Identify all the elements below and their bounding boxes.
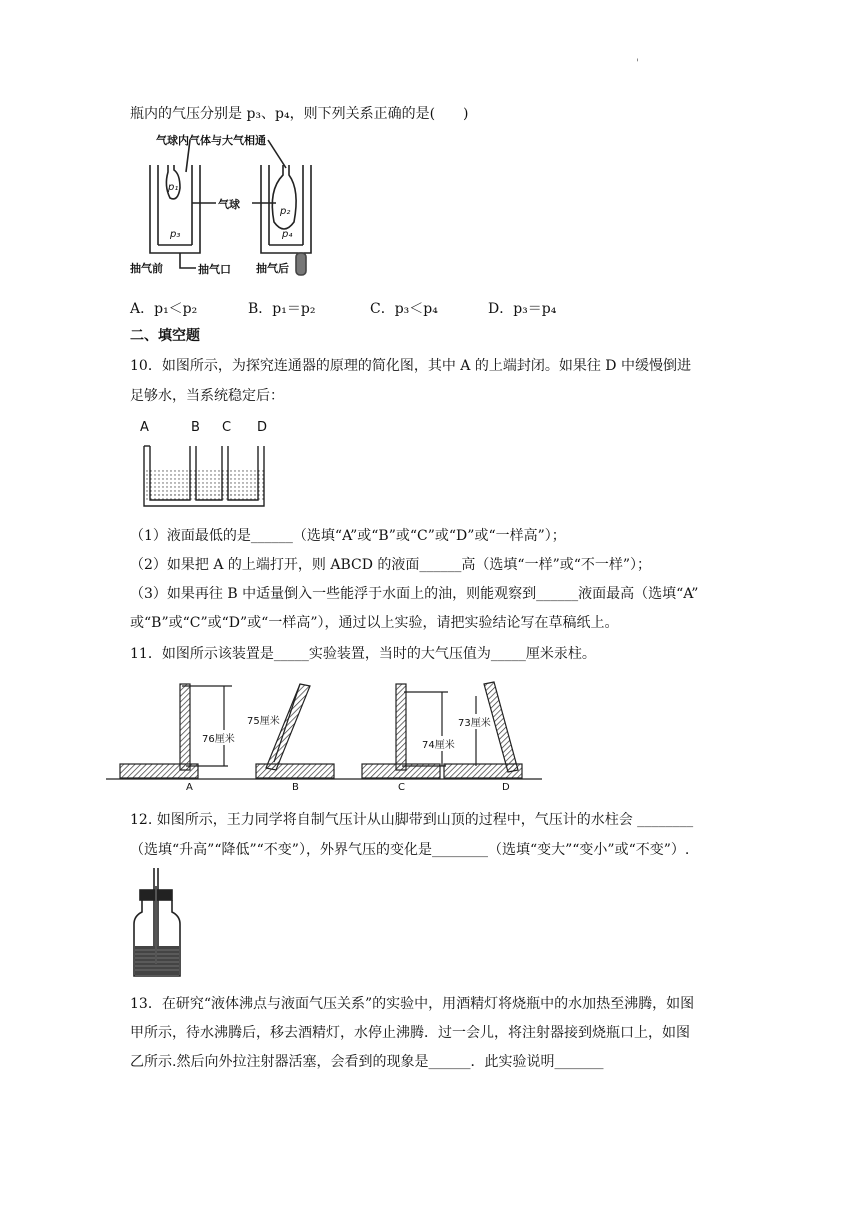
page-mark: ' xyxy=(636,58,639,69)
caption-d: D xyxy=(502,782,510,793)
label-p2: p₂ xyxy=(280,206,291,217)
question-9-figure xyxy=(128,130,328,280)
vessel-label-d: D xyxy=(257,420,268,435)
label-balloon: 气球 xyxy=(218,198,240,211)
label-p4: p₄ xyxy=(282,229,293,240)
option-d: D．p₃＝p₄ xyxy=(488,301,557,317)
question-12-stem-2: （选填“升高”“降低”“不变”），外界气压的变化是________（选填“变大”“变小”或“不变”）. xyxy=(130,842,690,858)
section-title: 二、填空题 xyxy=(130,328,200,344)
question-11-figure xyxy=(104,676,544,796)
label-outlet: 抽气口 xyxy=(198,263,231,276)
vessel-label-a: A xyxy=(140,420,149,435)
question-10-sub-3-line-2: 或“B”或“C”或“D”或“一样高”），通过以上实验，请把实验结论写在草稿纸上。 xyxy=(130,615,619,631)
label-p1: p₁ xyxy=(168,182,179,193)
caption-c: C xyxy=(398,782,405,793)
question-13-stem-2: 甲所示，待水沸腾后，移去酒精灯，水停止沸腾．过一会儿，将注射器接到烧瓶口上，如图 xyxy=(130,1025,690,1041)
vessel-label-b: B xyxy=(191,420,200,435)
question-10-figure xyxy=(130,418,280,513)
question-10-sub-2: （2）如果把 A 的上端打开，则 ABCD 的液面______高（选填“一样”或“不一样”）； xyxy=(130,557,652,573)
question-10-sub-3-line-1: （3）如果再往 B 中适量倒入一些能浮于水面上的油，则能观察到______液面最高（选填“A” xyxy=(130,586,699,602)
question-12-stem-1: 12. 如图所示，王力同学将自制气压计从山脚带到山顶的过程中，气压计的水柱会 ________ xyxy=(130,812,694,828)
homemade-barometer xyxy=(130,868,190,980)
label-73cm: 73厘米 xyxy=(458,714,491,729)
caption-a: A xyxy=(186,782,193,793)
label-76cm: 76厘米 xyxy=(202,730,235,745)
question-10-stem-1: 10．如图所示，为探究连通器的原理的简化图，其中 A 的上端封闭。如果往 D 中缓慢倒进 xyxy=(130,358,691,374)
question-10-sub-1: （1）液面最低的是______（选填“A”或“B”或“C”或“D”或“一样高”）； xyxy=(130,528,566,544)
caption-b: B xyxy=(292,782,299,793)
connected-vessels xyxy=(130,418,280,513)
label-after: 抽气后 xyxy=(256,262,289,275)
torricelli-apparatus xyxy=(104,676,544,796)
question-9-stem: 瓶内的气压分别是 p₃、p₄，则下列关系正确的是( ) xyxy=(130,106,469,122)
label-before: 抽气前 xyxy=(130,262,163,275)
question-13-stem-1: 13．在研究“液体沸点与液面气压关系”的实验中，用酒精灯将烧瓶中的水加热至沸腾，如图 xyxy=(130,996,695,1012)
option-b: B．p₁＝p₂ xyxy=(248,301,316,317)
question-10-stem-2: 足够水，当系统稳定后： xyxy=(130,388,284,404)
label-p3: p₃ xyxy=(170,229,181,240)
question-12-figure xyxy=(130,868,190,980)
label-74cm: 74厘米 xyxy=(422,736,455,751)
option-a: A．p₁＜p₂ xyxy=(130,301,198,317)
question-13-stem-3: 乙所示.然后向外拉注射器活塞，会看到的现象是______．此实验说明_______ xyxy=(130,1054,604,1070)
question-11-stem: 11．如图所示该装置是_____实验装置，当时的大气压值为_____厘米汞柱。 xyxy=(130,646,596,662)
option-c: C．p₃＜p₄ xyxy=(370,301,438,317)
label-75cm: 75厘米 xyxy=(247,712,280,727)
label-balloon-vent: 气球内气体与大气相通 xyxy=(156,134,266,147)
vessel-label-c: C xyxy=(222,420,232,435)
